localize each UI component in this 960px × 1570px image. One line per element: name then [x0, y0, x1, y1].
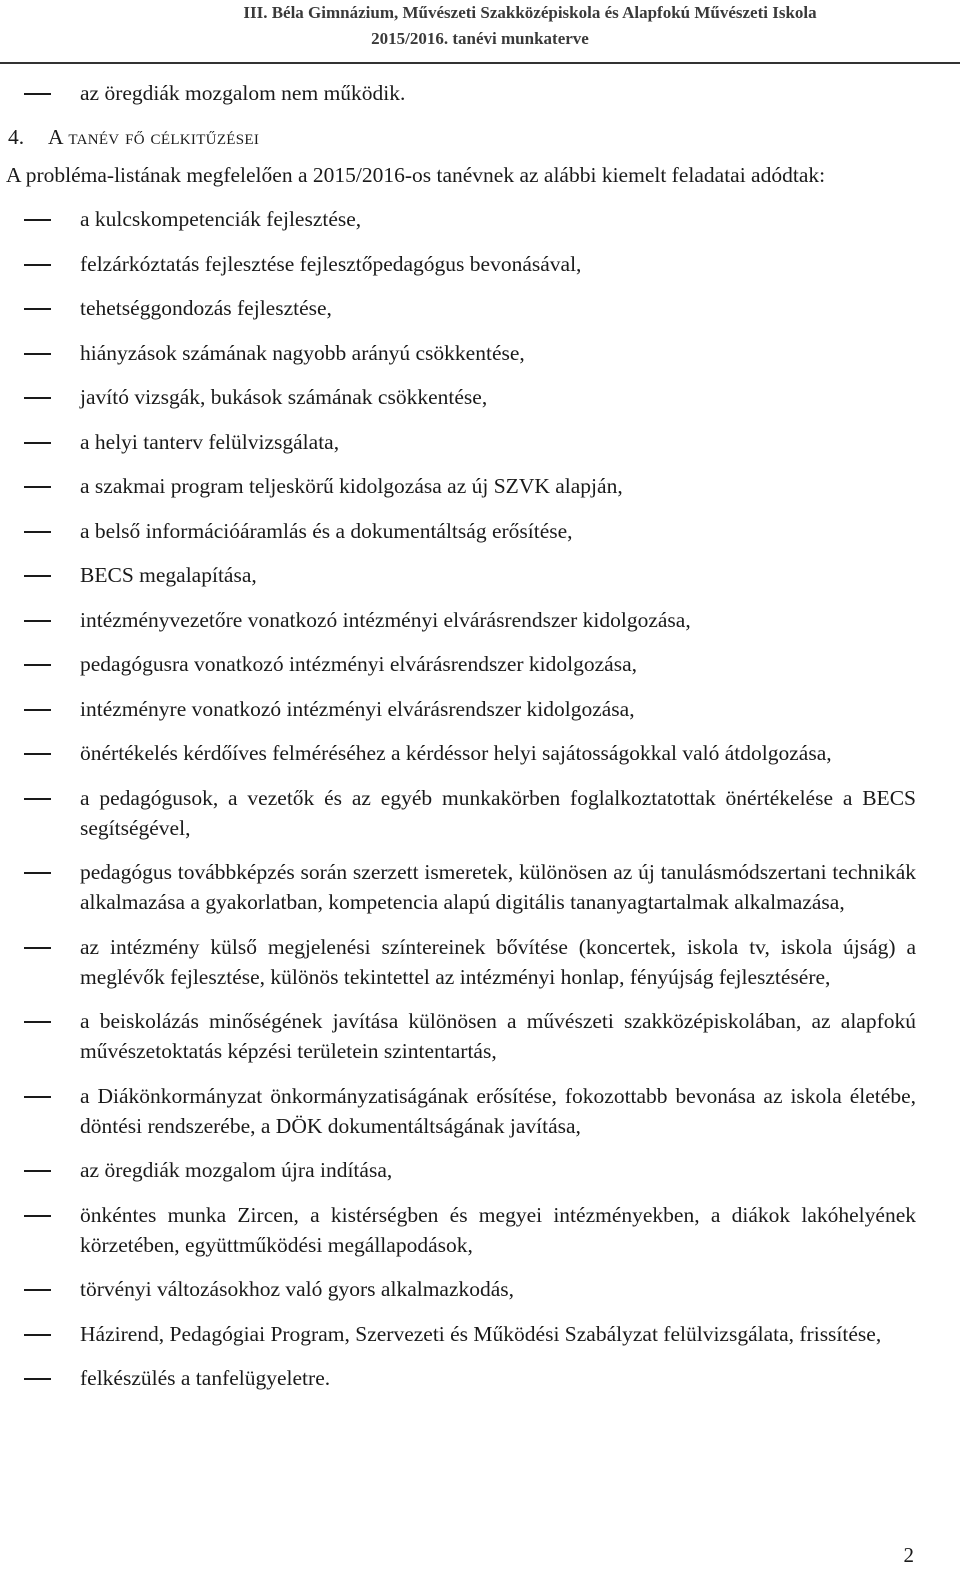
dash-bullet-icon	[24, 620, 51, 622]
list-item	[0, 605, 960, 635]
dash-bullet-icon	[24, 753, 51, 755]
list-item-text: felkészülés a tanfelügyeletre.	[80, 1366, 331, 1390]
dash-bullet-icon	[24, 1289, 51, 1291]
list-item-text: pedagógus továbbképzés során szerzett ismeretek, különösen az új tanulásmódszertani technikák alkalmazása a gyakorlatban, kompetencia alapú digitális tananyagtartalmak alkalmazása,	[80, 860, 916, 914]
list-item-text: pedagógusra vonatkozó intézményi elvárásrendszer kidolgozása,	[80, 652, 637, 676]
list-item	[0, 560, 960, 590]
dash-bullet-icon	[24, 1378, 51, 1380]
list-item-text: hiányzások számának nagyobb arányú csökkentése,	[80, 340, 525, 365]
dash-bullet-icon	[24, 872, 51, 874]
list-item	[0, 427, 960, 457]
dash-bullet-icon	[24, 1096, 51, 1098]
page-number: 2	[903, 1543, 914, 1567]
dash-bullet-icon	[24, 93, 51, 95]
list-item	[0, 649, 960, 679]
list-item-text: intézményre vonatkozó intézményi elvárásrendszer kidolgozása,	[80, 696, 635, 721]
page-header	[0, 0, 960, 52]
header-divider	[0, 62, 960, 64]
list-item-text: BECS megalapítása,	[80, 563, 257, 587]
list-item	[0, 78, 960, 108]
dash-bullet-icon	[24, 1334, 51, 1336]
dash-bullet-icon	[24, 1170, 51, 1172]
list-item	[0, 783, 960, 843]
list-item	[0, 204, 960, 234]
list-item	[0, 293, 960, 323]
list-item-text: önértékelés kérdőíves felméréséhez a kérdéssor helyi sajátosságokkal való átdolgozása,	[80, 741, 832, 765]
list-item-text: a szakmai program teljeskörű kidolgozása az új SZVK alapján,	[80, 474, 623, 498]
list-item	[0, 932, 960, 992]
list-item-text: a helyi tanterv felülvizsgálata,	[80, 429, 340, 454]
list-item-text: Házirend, Pedagógiai Program, Szervezeti és Működési Szabályzat felülvizsgálata, frissítése,	[80, 1321, 882, 1346]
list-item-text: a Diákönkormányzat önkormányzatiságának erősítése, fokozottabb bevonása az iskola életébe, döntési rendszerébe, a DÖK dokumentáltságának javítása,	[80, 1083, 916, 1138]
list-item-text: a beiskolázás minőségének javítása különösen a művészeti szakközépiskolában, az alapfokú művészetoktatás képzési területein szintentartás,	[80, 1009, 916, 1063]
list-item	[0, 1081, 960, 1141]
list-item-text: a kulcskompetenciák fejlesztése,	[80, 207, 362, 231]
header-school-name: III. Béla Gimnázium, Művészeti Szakközépiskola és Alapfokú Művészeti Iskola	[243, 3, 817, 22]
dash-bullet-icon	[24, 1215, 51, 1217]
goals-list	[0, 204, 960, 1393]
list-item	[0, 694, 960, 724]
list-item-text: intézményvezetőre vonatkozó intézményi elvárásrendszer kidolgozása,	[80, 607, 691, 632]
dash-bullet-icon	[24, 664, 51, 666]
dash-bullet-icon	[24, 264, 51, 266]
document-body	[0, 78, 960, 1408]
dash-bullet-icon	[24, 397, 51, 399]
section-title: A tanév fő célkitűzései	[48, 125, 260, 149]
list-item	[0, 1155, 960, 1185]
dash-bullet-icon	[24, 1021, 51, 1023]
dash-bullet-icon	[24, 353, 51, 355]
list-item	[0, 249, 960, 279]
list-item-text: felzárkóztatás fejlesztése fejlesztőpedagógus bevonásával,	[80, 251, 582, 276]
section-heading	[0, 120, 960, 154]
list-item	[0, 738, 960, 768]
dash-bullet-icon	[24, 486, 51, 488]
list-item-text: a pedagógusok, a vezetők és az egyéb munkakörben foglalkoztatottak önértékelése a BECS segítségével,	[80, 785, 916, 840]
list-item-text: törvényi változásokhoz való gyors alkalmazkodás,	[80, 1277, 515, 1301]
dash-bullet-icon	[24, 531, 51, 533]
list-item	[0, 857, 960, 917]
dash-bullet-icon	[24, 442, 51, 444]
dash-bullet-icon	[24, 219, 51, 221]
list-item	[0, 1319, 960, 1349]
dash-bullet-icon	[24, 947, 51, 949]
intro-paragraph: A probléma-listának megfelelően a 2015/2016-os tanévnek az alábbi kiemelt feladatai adódtak:	[6, 163, 826, 187]
list-item-text: az intézmény külső megjelenési színtereinek bővítése (koncertek, iskola tv, iskola újság) a meglévők fejlesztése, különös tekintettel az intézményi honlap, fényújság fejlesztésére,	[80, 934, 916, 989]
list-item-text: a belső információáramlás és a dokumentáltság erősítése,	[80, 518, 573, 543]
list-item	[0, 516, 960, 546]
section-number: 4.	[8, 125, 25, 149]
dash-bullet-icon	[24, 575, 51, 577]
list-item-text: tehetséggondozás fejlesztése,	[80, 296, 332, 320]
list-item	[0, 471, 960, 501]
dash-bullet-icon	[24, 308, 51, 310]
list-item	[0, 1006, 960, 1066]
list-item	[0, 1363, 960, 1393]
list-item	[0, 338, 960, 368]
list-item	[0, 382, 960, 412]
list-item-text: javító vizsgák, bukások számának csökkentése,	[80, 385, 488, 409]
list-item	[0, 1274, 960, 1304]
list-item-text: az öregdiák mozgalom újra indítása,	[80, 1158, 393, 1182]
header-document-title: 2015/2016. tanévi munkaterve	[371, 29, 589, 48]
list-item-text: önkéntes munka Zircen, a kistérségben és megyei intézményekben, a diákok lakóhelyének körzetében, együttműködési megállapodások,	[80, 1202, 916, 1257]
list-item-text: az öregdiák mozgalom nem működik.	[80, 81, 406, 105]
dash-bullet-icon	[24, 798, 51, 800]
list-item	[0, 1200, 960, 1260]
dash-bullet-icon	[24, 709, 51, 711]
